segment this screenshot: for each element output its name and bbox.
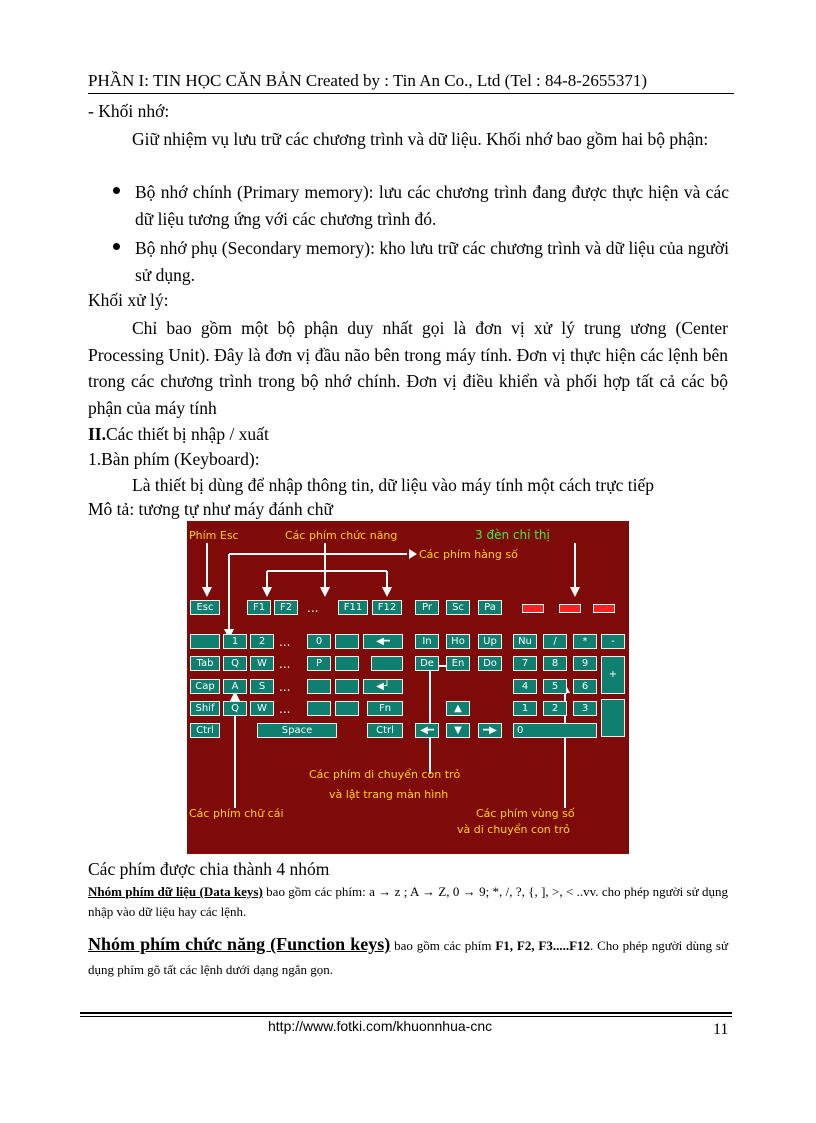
- key-pause: Pa: [478, 600, 502, 615]
- key-numpad-divide: /: [543, 634, 567, 649]
- indicator-light-num: [522, 604, 544, 613]
- keyboard-description: Là thiết bị dùng để nhập thông tin, dữ liệu vào máy tính một cách trực tiếp: [132, 475, 654, 495]
- processing-body: Chỉ bao gồm một bộ phận duy nhất gọi là đơn vị xử lý trung ương (Center Processing Unit). Đây là đơn vị đầu não bên trong máy tính. Đơn vị thực hiện các lệnh bên trong các chương trình trong bộ nhớ chính. Đơn vị điều khiển và phối hợp tất cả các bộ phận của máy tính: [88, 318, 728, 418]
- data-keys-title: Nhóm phím dữ liệu (Data keys): [88, 884, 263, 899]
- key-numpad-4: 4: [513, 679, 537, 694]
- key-numpad-7: 7: [513, 656, 537, 671]
- key-numpad-plus: +: [601, 656, 625, 694]
- key-home: Ho: [446, 634, 470, 649]
- page-number: 11: [713, 1021, 729, 1038]
- function-keys-list: F1, F2, F3.....F12: [495, 938, 591, 953]
- function-keys-body-pre: bao gồm các phím: [394, 938, 492, 953]
- section-title-text: Các thiết bị nhập / xuất: [106, 424, 269, 444]
- key-f1: F1: [247, 600, 271, 615]
- key-1: 1: [223, 634, 247, 649]
- label-navigation-keys-line2: và lật trang màn hình: [329, 788, 449, 801]
- key-end: En: [446, 656, 470, 671]
- footer-rule-thick: [80, 1012, 732, 1014]
- key-tab: Tab: [190, 656, 220, 671]
- label-numpad-keys: Các phím vùng số: [476, 807, 575, 820]
- key-shift: Shif: [190, 701, 220, 716]
- label-number-row: Các phím hàng số: [419, 548, 518, 561]
- indicator-light-caps: [559, 604, 581, 613]
- footer-url: http://www.fotki.com/khuonnhua-cnc: [268, 1018, 493, 1034]
- key-comma: [307, 701, 331, 716]
- key-num-lock: Nu: [513, 634, 537, 649]
- key-p: P: [307, 656, 331, 671]
- processing-title: Khối xử lý:: [88, 290, 169, 310]
- key-fn: Fn: [367, 701, 403, 716]
- key-x: W: [250, 701, 274, 716]
- key-page-up: Up: [478, 634, 502, 649]
- key-numpad-8: 8: [543, 656, 567, 671]
- data-keys-body: bao gồm các phím: a → z ; A → Z, 0 → 9; *, /, ?, {, ], >, < ..vv. cho phép người sử dụng nhập vào dữ liệu hay các lệnh.: [88, 884, 728, 919]
- key-quote: [335, 679, 359, 694]
- key-0: 0: [307, 634, 331, 649]
- key-s: S: [250, 679, 274, 694]
- key-q: Q: [223, 656, 247, 671]
- key-print-screen: Pr: [415, 600, 439, 615]
- key-semicolon: [307, 679, 331, 694]
- label-letter-keys: Các phím chữ cái: [189, 807, 284, 820]
- key-numpad-9: 9: [573, 656, 597, 671]
- key-numpad-enter: [601, 699, 625, 737]
- key-ctrl-left: Ctrl: [190, 723, 220, 738]
- key-enter: ◀┘: [363, 679, 403, 694]
- key-f11: F11: [338, 600, 368, 615]
- key-numpad-6: 6: [573, 679, 597, 694]
- key-numpad-0: 0: [513, 723, 597, 738]
- key-numpad-multiply: *: [573, 634, 597, 649]
- key-arrow-down: ▼: [446, 723, 470, 738]
- memory-intro: Giữ nhiệm vụ lưu trữ các chương trình và dữ liệu. Khối nhớ bao gồm hai bộ phận:: [132, 129, 709, 149]
- ellipsis-number-keys: ...: [279, 635, 291, 649]
- keyboard-title: 1.Bàn phím (Keyboard):: [88, 449, 260, 469]
- key-space: Space: [257, 723, 337, 738]
- key-z: Q: [223, 701, 247, 716]
- label-indicator-lights: 3 đèn chỉ thị: [475, 528, 550, 542]
- key-backslash: [371, 656, 403, 671]
- key-a: A: [223, 679, 247, 694]
- function-keys-body-post: . Cho phép người dùng sử dụng phím gõ tất các lệnh dưới dạng ngắn gọn.: [88, 938, 729, 977]
- memory-title: - Khối nhớ:: [88, 101, 170, 121]
- key-page-down: Do: [478, 656, 502, 671]
- key-scroll-lock: Sc: [446, 600, 470, 615]
- key-w: W: [250, 656, 274, 671]
- key-backtick: [190, 634, 220, 649]
- section-title: [88, 423, 269, 445]
- ellipsis-home-row: ...: [279, 680, 291, 694]
- label-esc-key: Phím Esc: [189, 529, 239, 542]
- key-numpad-2: 2: [543, 701, 567, 716]
- page-header: PHẦN I: TIN HỌC CĂN BẢN Created by : Tin An Co., Ltd (Tel : 84-8-2655371): [88, 70, 734, 94]
- key-ctrl-right: Ctrl: [367, 723, 403, 738]
- key-delete: De: [415, 656, 439, 671]
- key-numpad-minus: -: [601, 634, 625, 649]
- indicator-light-scroll: [593, 604, 615, 613]
- key-arrow-left: ◀━: [415, 723, 439, 738]
- ellipsis-bottom-row: ...: [279, 702, 291, 716]
- function-keys-paragraph: [88, 932, 728, 982]
- key-bracket-left: [335, 656, 359, 671]
- key-period: [335, 701, 359, 716]
- keyboard-figure: [187, 521, 629, 854]
- key-numpad-1: 1: [513, 701, 537, 716]
- key-f12: F12: [372, 600, 402, 615]
- memory-bullet-secondary: Bộ nhớ phụ (Secondary memory): kho lưu trữ các chương trình và dữ liệu của người sử dụng.: [135, 238, 729, 285]
- keyboard-describe: Mô tả: tương tự như máy đánh chữ: [88, 499, 334, 519]
- memory-bullet-primary: Bộ nhớ chính (Primary memory): lưu các chương trình đang được thực hiện và các dữ liệu tương ứng với các chương trình đó.: [135, 182, 729, 229]
- section-number: II.: [88, 424, 106, 444]
- groups-intro: Các phím được chia thành 4 nhóm: [88, 859, 330, 879]
- key-2: 2: [250, 634, 274, 649]
- function-keys-title: Nhóm phím chức năng (Function keys): [88, 934, 391, 954]
- ellipsis-qwerty: ...: [279, 657, 291, 671]
- key-backspace: ◀━: [363, 634, 403, 649]
- key-caps-lock: Cap: [190, 679, 220, 694]
- key-arrow-up: ▲: [446, 701, 470, 716]
- label-function-keys: Các phím chức năng: [285, 529, 398, 542]
- footer-rule-thin: [80, 1016, 732, 1017]
- label-numpad-keys-line2: và di chuyển con trỏ: [457, 823, 570, 836]
- key-arrow-right: ━▶: [478, 723, 502, 738]
- key-numpad-5: 5: [543, 679, 567, 694]
- key-minus: [335, 634, 359, 649]
- key-insert: In: [415, 634, 439, 649]
- key-numpad-3: 3: [573, 701, 597, 716]
- data-keys-paragraph: [88, 882, 728, 922]
- key-esc: Esc: [190, 600, 220, 615]
- bullet-dot: [113, 243, 120, 250]
- bullet-dot: [113, 187, 120, 194]
- key-f2: F2: [274, 600, 298, 615]
- ellipsis-f-keys: ...: [307, 601, 319, 615]
- label-navigation-keys: Các phím di chuyển con trỏ: [309, 768, 461, 781]
